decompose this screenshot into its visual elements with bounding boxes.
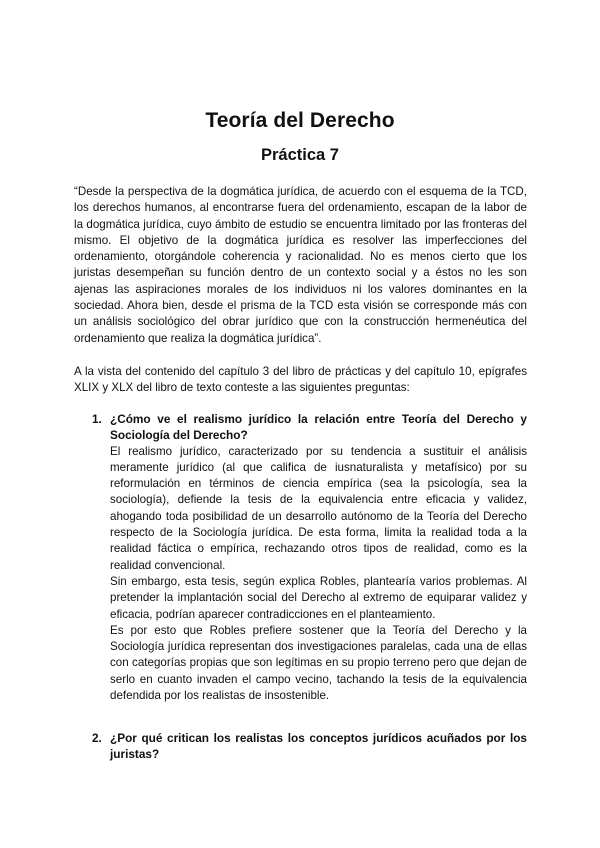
answer-paragraph: El realismo jurídico, caracterizado por su tendencia a sustituir el análisis meramente jurídico (al que califica de iusnaturalista y metafísico) por su reformulación en términos de ciencia empírica (sea la psicología, sea la sociología), defiende la tesis de la equivalencia entre eficacia y validez, ahogando toda posibilidad de un desarrollo autónomo de la Teoría del Derecho respecto de la Sociología jurídica. De esta forma, limita la realidad toda a la realidad fáctica o empírica, rechazando otros tipos de realidad, como es la realidad convencional. [110, 444, 527, 572]
quote-paragraph: “Desde la perspectiva de la dogmática jurídica, de acuerdo con el esquema de la TCD, los derechos humanos, al encontrarse fuera del ordenamiento, escapan de la labor de la dogmática jurídica, cuyo ámbito de estudio se encuentra limitado por las fronteras del mismo. El objetivo de la dogmática jurídica es resolver las imperfecciones del ordenamiento, otorgándole coherencia y racionalidad. No es menos cierto que los juristas desempeñan su función dentro de un contexto social y a éstos no les son ajenas las aspiraciones morales de los individuos ni los valores dominantes en la sociedad. Ahora bien, desde el prisma de la TCD esta visión se corresponde más con un análisis sociológico del obrar jurídico que con la construcción hermenéutica del ordenamiento que realiza la dogmática jurídica”. [74, 185, 527, 345]
document-title: Teoría del Derecho [205, 109, 395, 132]
document-subtitle: Práctica 7 [261, 146, 339, 164]
answer-paragraph: Es por esto que Robles prefiere sostener que la Teoría del Derecho y la Sociología jurídica representan dos investigaciones paralelas, cada una de ellas con categorías propias que son legítimas en su propio terreno pero que dejan de serlo en cuanto invaden el campo vecino, tachando la tesis de la equivalencia defendida por los realistas de insostenible. [110, 623, 527, 703]
question-number: 2. [92, 731, 102, 745]
question-number: 1. [92, 412, 102, 426]
question-2 [92, 730, 527, 763]
question-text: ¿Cómo ve el realismo jurídico la relación entre Teoría del Derecho y Sociología del Derecho? [110, 412, 527, 443]
question-1 [92, 411, 527, 704]
intro-paragraph: A la vista del contenido del capítulo 3 del libro de prácticas y del capítulo 10, epígrafes XLIX y XLX del libro de texto conteste a las siguientes preguntas: [74, 365, 527, 395]
answer-paragraph: Sin embargo, esta tesis, según explica Robles, plantearía varios problemas. Al pretender la implantación social del Derecho al extremo de equiparar validez y eficacia, podrían aparecer contradicciones en el planteamiento. [110, 574, 527, 621]
question-text: ¿Por qué critican los realistas los conceptos jurídicos acuñados por los juristas? [110, 731, 527, 762]
